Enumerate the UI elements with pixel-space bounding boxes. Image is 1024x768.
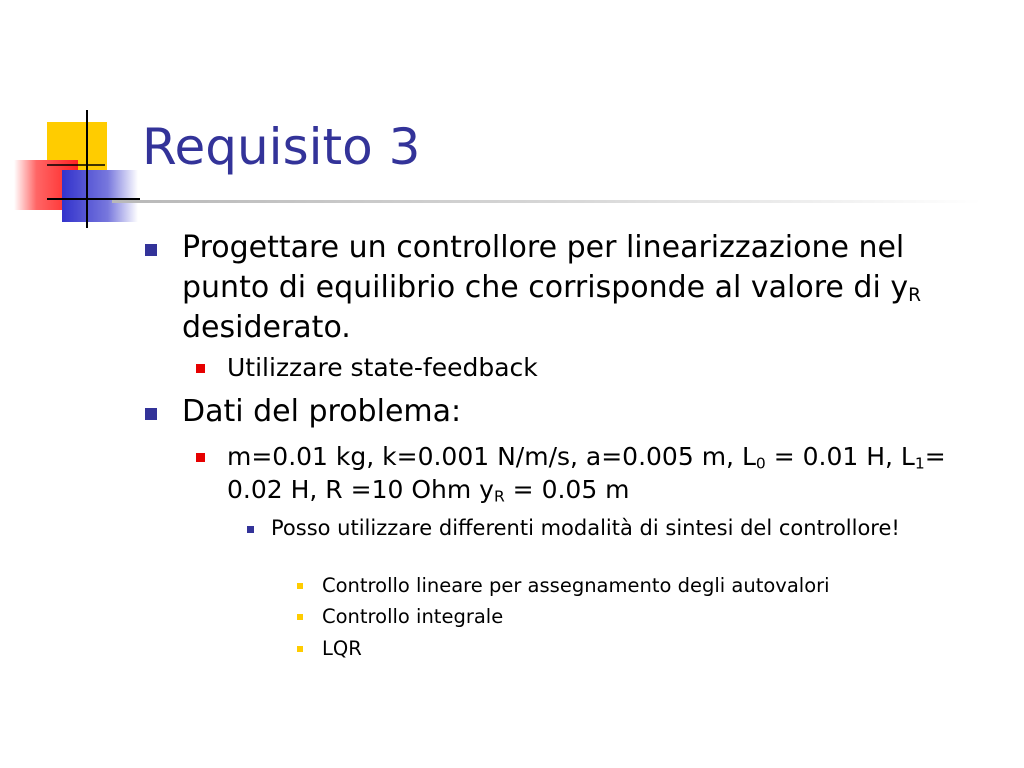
bullet-item-controllo-integrale: [322, 601, 972, 633]
bullet-progettare-text-end: desiderato.: [182, 310, 351, 345]
square-bullet-icon: [196, 364, 205, 373]
slide-title: Requisito 3: [142, 118, 421, 176]
bullet-lqr-text: LQR: [322, 637, 362, 660]
bullet-item-controllo-lineare: [322, 570, 972, 602]
parameters-text-4: = 0.05 m: [504, 475, 630, 504]
bullet-item-posso-utilizzare: [271, 515, 921, 541]
square-bullet-icon: [145, 408, 157, 420]
bullet-progettare-subscript: R: [908, 285, 922, 307]
square-bullet-icon: [247, 526, 254, 533]
bullet-dati-problema-text: Dati del problema:: [182, 394, 462, 429]
parameters-text-2: = 0.01 H, L: [765, 442, 915, 471]
square-bullet-icon: [297, 583, 303, 589]
square-bullet-icon: [145, 244, 157, 256]
bullet-progettare-text: Progettare un controllore per linearizzazione nel punto di equilibrio che corrisponde al valore di y: [182, 230, 909, 305]
parameters-text-1: m=0.01 kg, k=0.001 N/m/s, a=0.005 m, L: [227, 442, 756, 471]
bullet-item-progettare: [182, 228, 982, 348]
bullet-posso-utilizzare-text: Posso utilizzare differenti modalità di sintesi del controllore!: [271, 516, 900, 540]
bullet-controllo-integrale-text: Controllo integrale: [322, 605, 504, 628]
square-bullet-icon: [297, 646, 303, 652]
parameters-text-3: = 0.02 H, R =10 Ohm y: [227, 442, 946, 504]
square-bullet-icon: [196, 453, 205, 462]
parameters-subscript-1: 0: [755, 454, 766, 473]
bullet-item-lqr: [322, 633, 972, 665]
bullet-controllo-lineare-text: Controllo lineare per assegnamento degli autovalori: [322, 574, 830, 597]
square-bullet-icon: [297, 614, 303, 620]
parameters-subscript-3: R: [493, 487, 505, 506]
parameters-subscript-2: 1: [914, 454, 925, 473]
bullet-item-parameters: [227, 440, 947, 506]
bullet-item-dati-problema: [182, 392, 962, 432]
bullet-state-feedback-text: Utilizzare state-feedback: [227, 353, 538, 382]
bullet-item-state-feedback: [227, 351, 967, 384]
